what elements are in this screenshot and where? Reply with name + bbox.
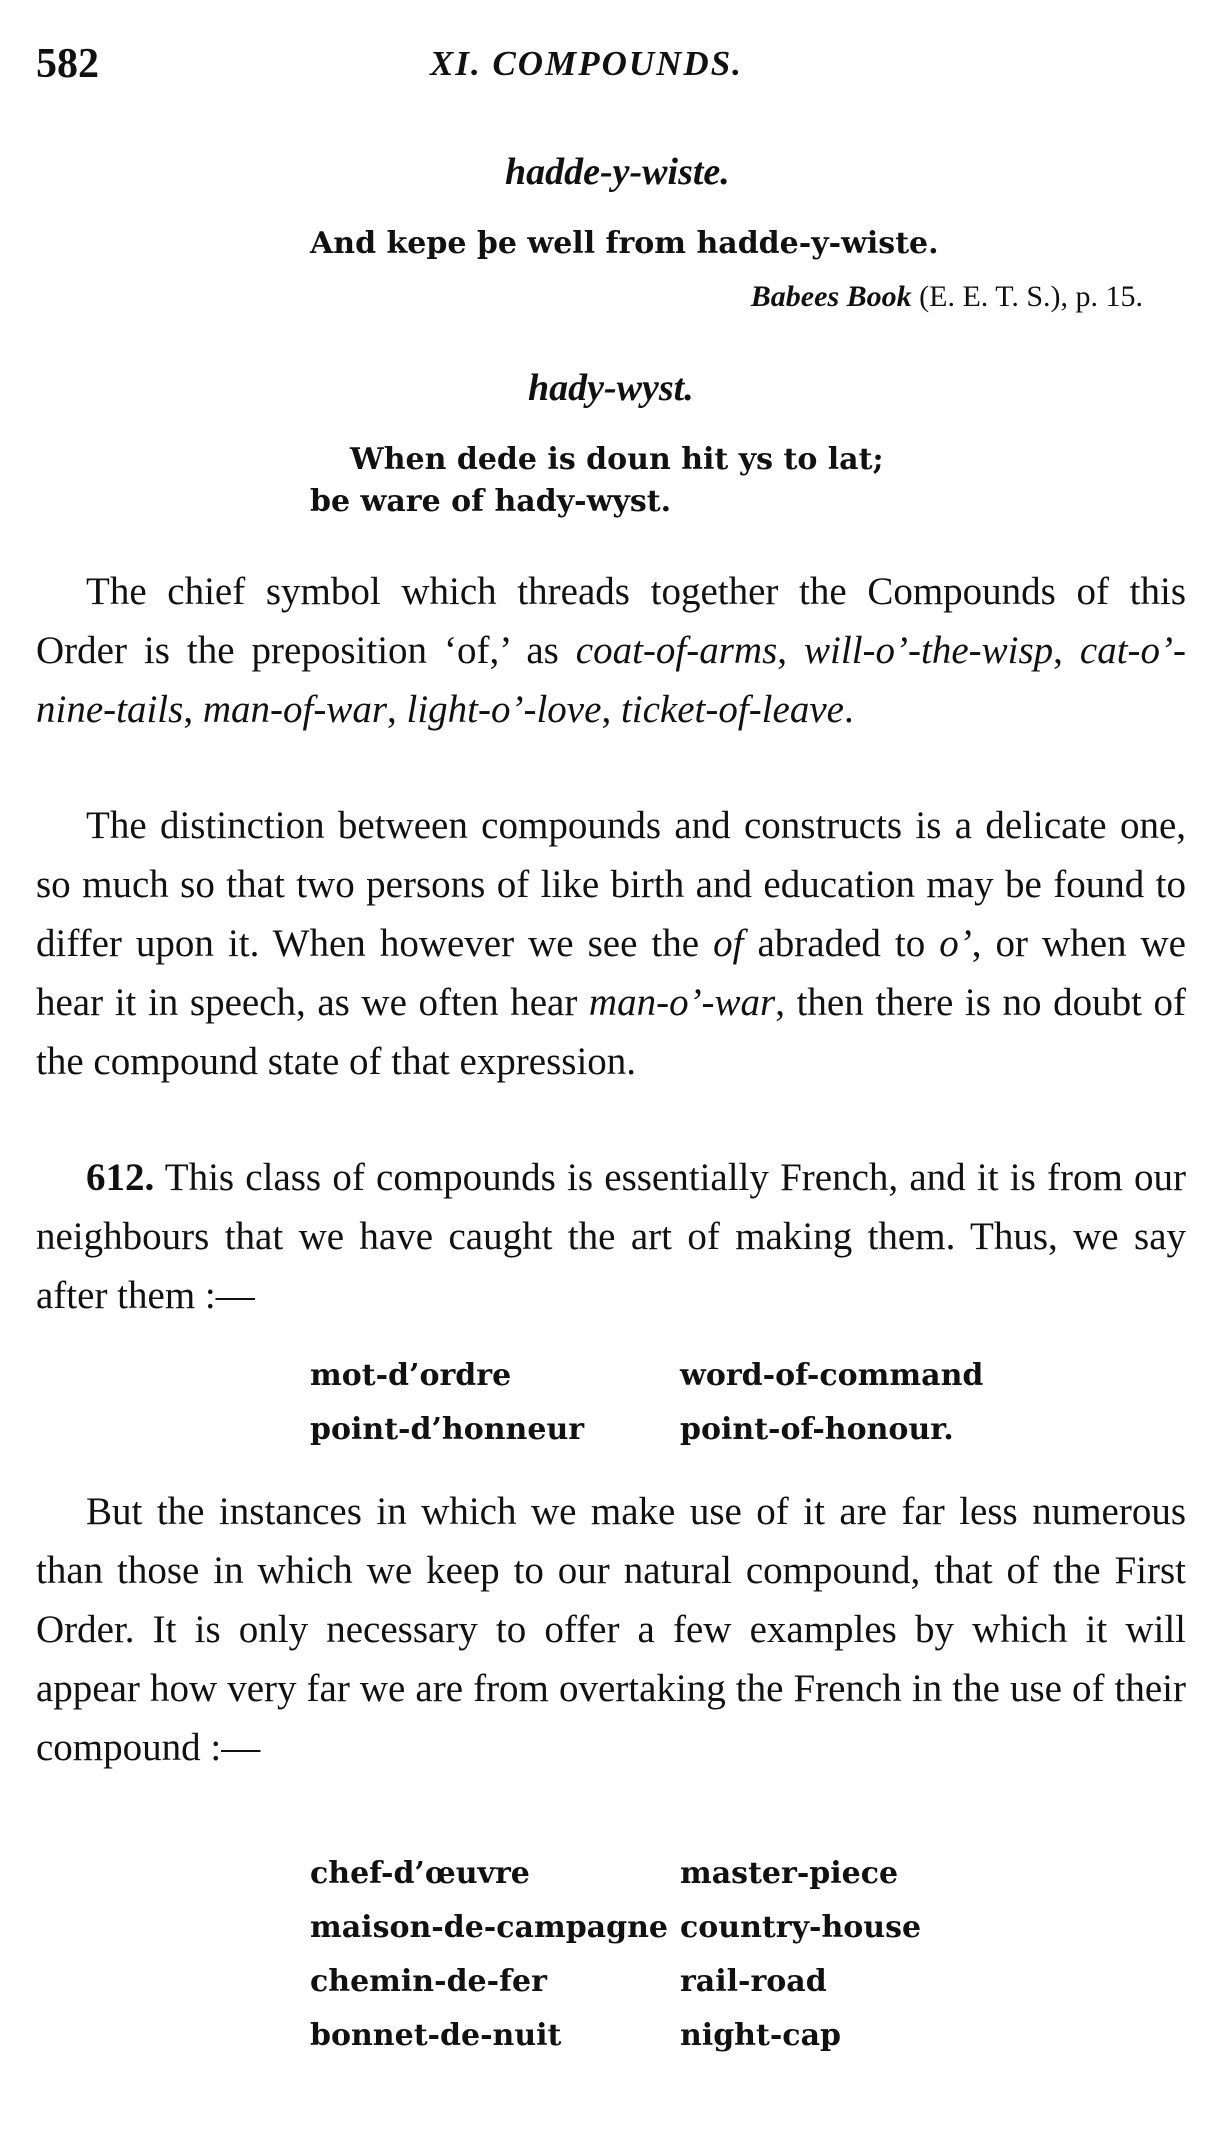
example-term: o’ bbox=[939, 922, 972, 965]
vocab-english: master-piece bbox=[680, 1856, 899, 1891]
example-term: coat-of-arms bbox=[575, 629, 778, 672]
source-title: Babees Book bbox=[750, 280, 912, 313]
source-detail: (E. E. T. S.), p. 15. bbox=[911, 280, 1143, 313]
example-term: will-o’-the-wisp bbox=[804, 629, 1054, 672]
page-number: 582 bbox=[36, 41, 99, 87]
quote-line: When dede is doun hit ys to lat; bbox=[350, 442, 884, 477]
vocab-english: point-of-honour. bbox=[680, 1412, 954, 1447]
running-head: XI. COMPOUNDS. bbox=[430, 44, 743, 83]
paragraph-612: 612. This class of compounds is essentially French, and it is from our neighbours that we have caught the art of making them. Thus, we say after them :— bbox=[36, 1156, 1186, 1317]
quote-line: be ware of hady-wyst. bbox=[310, 484, 672, 519]
vocab-french: bonnet-de-nuit bbox=[310, 2018, 562, 2053]
vocab-french: mot-d’ordre bbox=[310, 1358, 512, 1393]
vocab-french: maison-de-campagne bbox=[310, 1910, 668, 1945]
example-term: cat-o’-nine-tails bbox=[36, 629, 1186, 731]
vocab-french: point-d’honneur bbox=[310, 1412, 585, 1447]
heading-hady-wyst: hady-wyst. bbox=[528, 367, 694, 409]
section-number: 612. bbox=[86, 1156, 155, 1199]
example-term: light-o’-love bbox=[406, 688, 602, 731]
vocab-french: chemin-de-fer bbox=[310, 1964, 547, 1999]
example-term: ticket-of-leave bbox=[620, 688, 844, 731]
vocab-english: rail-road bbox=[680, 1964, 827, 1999]
example-term: of bbox=[713, 922, 744, 965]
heading-hadde-y-wiste: hadde-y-wiste. bbox=[505, 151, 730, 193]
quote-line: And kepe þe well from hadde-y-wiste. bbox=[310, 226, 939, 261]
example-term: man-of-war bbox=[202, 688, 387, 731]
paragraph-distinction: The distinction between compounds and constructs is a delicate one, so much so that two persons of like birth and education may be found to differ upon it. When however we see the of abraded to o’, or when we hear it in speech, as we often hear man-o’-war, then there is no doubt of the compound state of that expression. bbox=[36, 804, 1186, 1083]
vocab-english: country-house bbox=[680, 1910, 922, 1945]
example-term: man-o’-war bbox=[588, 981, 776, 1024]
source-citation bbox=[751, 280, 1143, 314]
paragraph-instances: But the instances in which we make use of it are far less numerous than those in which we keep to our natural compound, that of the First Order. It is only necessary to offer a few examples by which it will appear how very far we are from overtaking the French in the use of their compound :— bbox=[36, 1490, 1186, 1769]
vocab-english: word-of-command bbox=[680, 1358, 984, 1393]
vocab-french: chef-d’œuvre bbox=[310, 1856, 530, 1891]
vocab-english: night-cap bbox=[680, 2018, 841, 2053]
paragraph-chief-symbol: The chief symbol which threads together the Compounds of this Order is the preposition ‘of,’ as coat-of-arms, will-o’-the-wisp, cat-o’-nine-tails, man-of-war, light-o’-love, ticket-of-leave. bbox=[36, 570, 1186, 731]
